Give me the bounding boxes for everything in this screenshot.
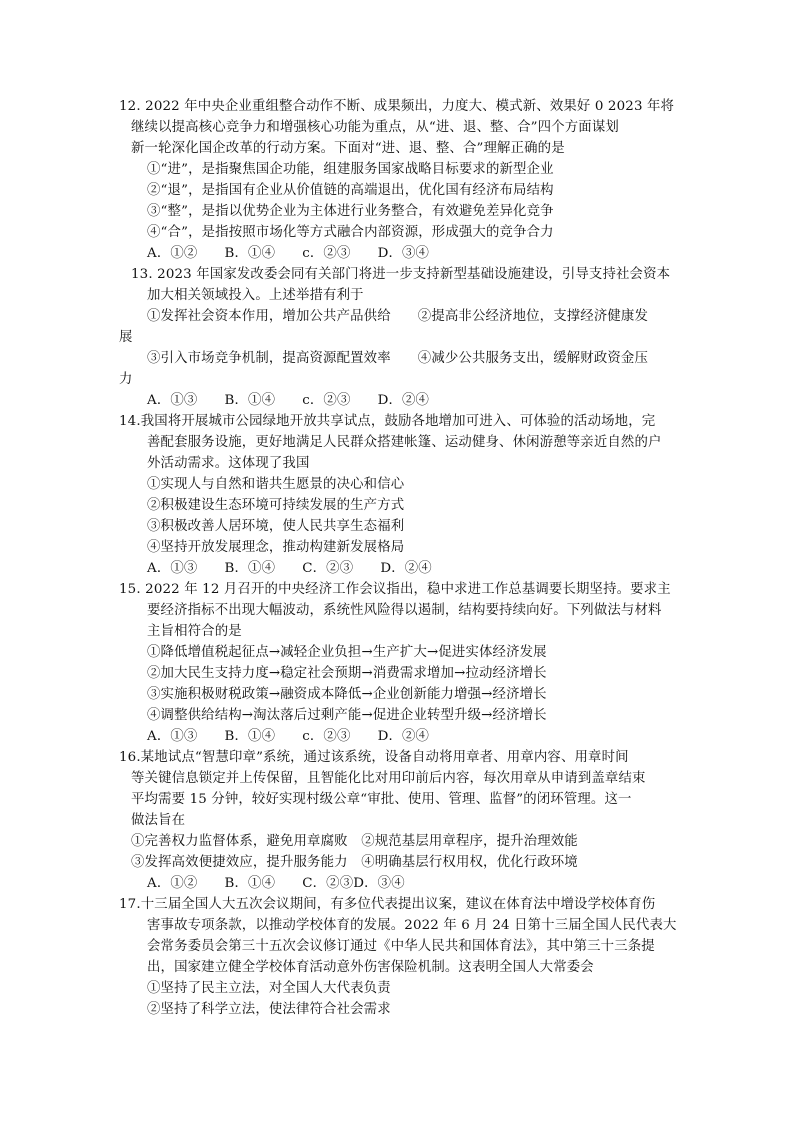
q14-stem-line-3: 外活动需求。这体现了我国 (147, 456, 310, 471)
q14-stem-line-2: 善配套服务设施，更好地满足人民群众搭建帐篷、运动健身、休闲游憩等亲近自然的户 (147, 435, 662, 450)
q16-stem-line-1: 16.某地试点“智慧印章”系统，通过该系统，设备自动将用章者、用章内容、用章时间 (119, 750, 629, 765)
q12-item-1: ①“进”，是指聚焦国企功能，组建服务国家战略目标要求的新型企业 (147, 162, 554, 177)
q14-stem-line-1: 14.我国将开展城市公园绿地开放共享试点，鼓励各地增加可进入、可体验的活动场地，完 (119, 414, 656, 429)
q17-item-1: ①坚持了民主立法，对全国人大代表负责 (147, 981, 391, 996)
q16-item-1-2: ①完善权力监督体系，避免用章腐败 ②规范基层用章程序，提升治理效能 (131, 834, 578, 849)
q12-item-3: ③“整”，是指以优势企业为主体进行业务整合，有效避免差异化竞争 (147, 204, 554, 219)
q14-item-2: ②积极建设生态环境可持续发展的生产方式 (147, 498, 405, 513)
q17-stem-line-3: 会常务委员会第三十五次会议修订通过《中华人民共和国体育法》，其中第三十三条提 (147, 939, 655, 954)
q16-item-3-4: ③发挥高效便捷效应，提升服务能力 ④明确基层行权用权，优化行政环境 (131, 855, 578, 870)
q16-stem-line-4: 做法旨在 (131, 813, 186, 828)
q13-item-3-4: ③引入市场竞争机制，提高资源配置效率 ④减少公共服务支出，缓解财政资金压 (147, 351, 649, 366)
q13-item-wrap-2: 力 (119, 372, 133, 387)
q15-item-3: ③实施积极财税政策→融资成本降低→企业创新能力增强→经济增长 (147, 687, 547, 702)
q13-options: A．①③ B．①④ c．②③ D．②④ (147, 393, 430, 408)
q15-stem-line-1: 15. 2022 年 12 月召开的中央经济工作会议指出，稳中求进工作总基调要长期坚持。要求主 (119, 582, 671, 597)
q13-stem-line-1: 13. 2023 年国家发改委会同有关部门将进一步支持新型基础设施建设，引导支持社会资本 (131, 267, 671, 282)
q17-stem-line-1: 17.十三届全国人大五次会议期间，有多位代表提出议案，建议在体育法中增设学校体育伤 (119, 897, 656, 912)
q15-item-1: ①降低增值税起征点→减轻企业负担→生产扩大→促进实体经济发展 (147, 645, 547, 660)
q13-item-wrap-1: 展 (119, 330, 133, 345)
q14-options: A．①③ B．①④ C．②③ D．②④ (147, 561, 432, 576)
q12-item-4: ④“合”，是指按照市场化等方式融合内部资源，形成强大的竞争合力 (147, 225, 554, 240)
q15-stem-line-2: 要经济指标不出现大幅波动，系统性风险得以遏制，结构要持续向好。下列做法与材料 (147, 603, 662, 618)
q16-options: A．①② B．①④ C．②③D．③④ (147, 876, 405, 891)
q12-item-2: ②“退”，是指国有企业从价值链的高端退出，优化国有经济布局结构 (147, 183, 554, 198)
q12-stem-line-3: 新一轮深化国企改革的行动方案。下面对“进、退、整、合”理解正确的是 (131, 141, 565, 156)
q15-item-4: ④调整供给结构→淘汰落后过剩产能→促进企业转型升级→经济增长 (147, 708, 547, 723)
q15-options: A．①③ B．①④ c．②③ D．②④ (147, 729, 430, 744)
q17-item-2: ②坚持了科学立法，使法律符合社会需求 (147, 1002, 391, 1017)
q17-stem-line-2: 害事故专项条款，以推动学校体育的发展。2022 年 6 月 24 日第十三届全国人民代表大 (147, 918, 677, 933)
q14-item-4: ④坚持开放发展理念，推动构建新发展格局 (147, 540, 405, 555)
q16-stem-line-2: 等关键信息锁定并上传保留，且智能化比对用印前后内容，每次用章从申请到盖章结束 (131, 771, 646, 786)
q17-stem-line-4: 出，国家建立健全学校体育活动意外伤害保险机制。这表明全国人大常委会 (147, 960, 594, 975)
q15-item-2: ②加大民生支持力度→稳定社会预期→消费需求增加→拉动经济增长 (147, 666, 547, 681)
q14-item-3: ③积极改善人居环境，使人民共享生态福利 (147, 519, 405, 534)
q14-item-1: ①实现人与自然和谐共生愿景的决心和信心 (147, 477, 405, 492)
q12-stem-line-2: 继续以提高核心竞争力和增强核心功能为重点，从“进、退、整、合”四个方面谋划 (131, 120, 619, 135)
q15-stem-line-3: 主旨相符合的是 (147, 624, 242, 639)
q12-stem-line-1: 12. 2022 年中央企业重组整合动作不断、成果频出，力度大、模式新、效果好 0 2023 年将 (119, 99, 675, 114)
q13-item-1-2: ①发挥社会资本作用，增加公共产品供给 ②提高非公经济地位，支撑经济健康发 (147, 309, 649, 324)
q16-stem-line-3: 平均需要 15 分钟，较好实现村级公章“审批、使用、管理、监督”的闭环管理。这一 (131, 792, 632, 807)
q13-stem-line-2: 加大相关领域投入。上述举措有利于 (147, 288, 364, 303)
q12-options: A．①② B．①④ c．②③ D．③④ (147, 246, 430, 261)
